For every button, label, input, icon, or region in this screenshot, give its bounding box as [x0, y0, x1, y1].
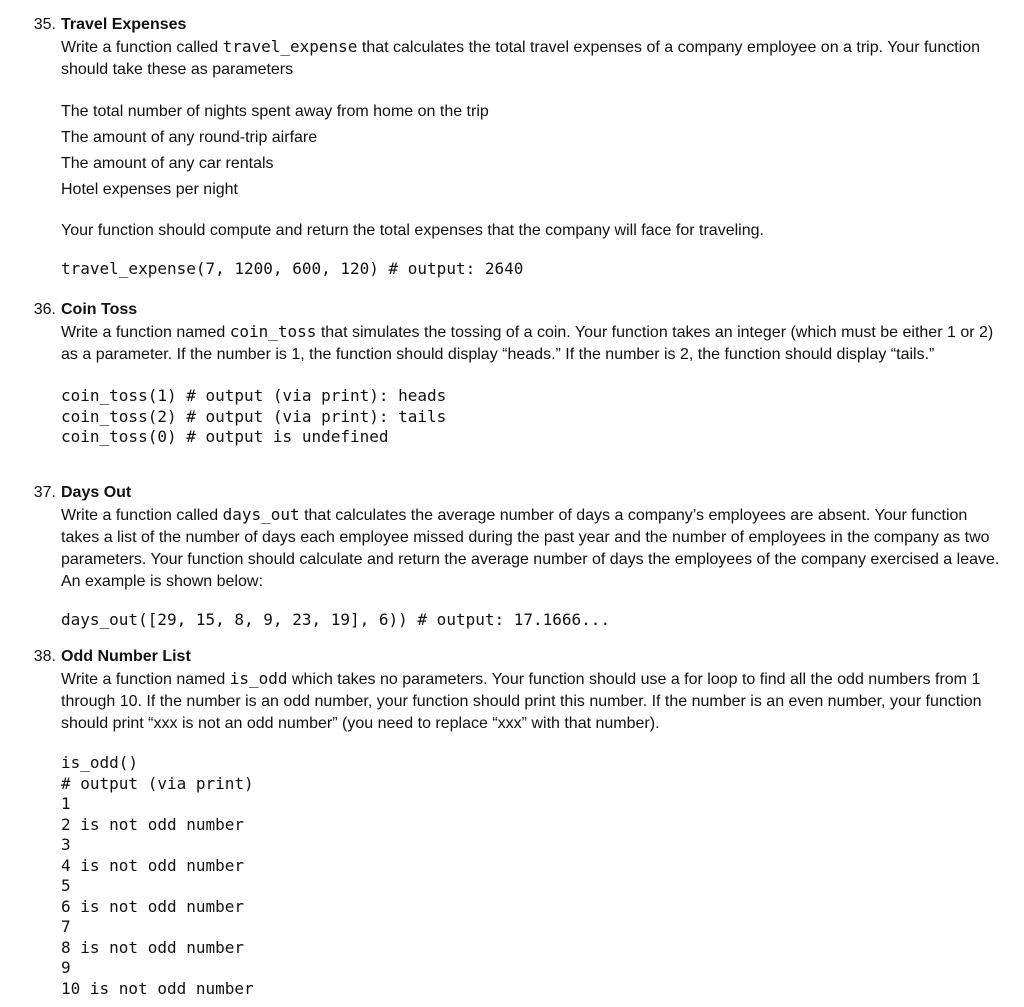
exercise-number: 36.	[33, 301, 56, 318]
description-suffix: that simulates the tossing of a coin. Your function takes an integer (which must be either 1 or 2) as a parameter. If the number is 1, the function should display “heads.” If the number is 2, the function should display “tails.”	[61, 324, 994, 363]
exercise-content	[61, 482, 1009, 631]
code-line: 8 is not odd number	[61, 937, 245, 957]
exercise-description	[61, 668, 1009, 735]
exercise-content	[61, 299, 1009, 448]
description-prefix: Write a function named	[61, 324, 230, 341]
exercise-content	[61, 646, 1009, 999]
parameter-item: The total number of nights spent away from home on the trip	[61, 103, 489, 120]
exercise-closing: Your function should compute and return the total expenses that the company will face for traveling.	[61, 222, 764, 239]
exercise-description	[61, 36, 1009, 81]
code-line: 3	[61, 835, 71, 854]
description-prefix: Write a function called	[61, 507, 223, 524]
description-prefix: Write a function named	[61, 671, 230, 688]
code-line: days_out([29, 15, 8, 9, 23, 19], 6)) # output: 17.1666...	[61, 610, 611, 629]
exercise-title: Coin Toss	[61, 301, 138, 318]
exercise-35	[24, 14, 1009, 280]
code-line: is_odd()	[61, 753, 139, 772]
code-line: 7	[61, 917, 71, 936]
code-line: 1	[61, 794, 71, 813]
exercise-number: 35.	[33, 16, 56, 33]
description-suffix: that calculates the total travel expenses of a company employee on a trip. Your function should take these as parameters	[61, 39, 981, 78]
function-name: coin_toss	[229, 322, 317, 341]
exercise-number: 38.	[33, 648, 56, 665]
function-name: is_odd	[229, 669, 288, 688]
code-example	[61, 610, 1009, 631]
function-name: travel_expense	[222, 37, 358, 56]
exercise-description	[61, 504, 1009, 593]
code-example	[61, 259, 1009, 280]
parameter-item: Hotel expenses per night	[61, 181, 238, 198]
exercise-title: Odd Number List	[61, 648, 191, 665]
code-line: 10 is not odd number	[61, 978, 254, 998]
code-line: travel_expense(7, 1200, 600, 120) # output: 2640	[61, 259, 524, 278]
code-line: 2 is not odd number	[61, 814, 245, 834]
exercise-content	[61, 14, 1009, 280]
description-prefix: Write a function called	[61, 39, 223, 56]
function-name: days_out	[222, 505, 300, 524]
code-line: coin_toss(0) # output is undefined	[61, 427, 389, 446]
parameter-item: The amount of any round-trip airfare	[61, 129, 318, 146]
code-line: 9	[61, 958, 71, 977]
code-example	[61, 753, 1009, 999]
exercise-37	[24, 482, 1009, 631]
code-line: coin_toss(2) # output (via print): tails	[61, 406, 447, 426]
exercise-38	[24, 646, 1009, 999]
code-line: # output (via print)	[61, 773, 254, 793]
code-example	[61, 386, 1009, 448]
parameter-item: The amount of any car rentals	[61, 155, 274, 172]
exercise-36	[24, 299, 1009, 448]
exercise-title: Travel Expenses	[61, 16, 187, 33]
exercise-number: 37.	[33, 484, 56, 501]
description-suffix: that calculates the average number of days a company’s employees are absent. Your function takes a list of the number of days each employee missed during the past year and the number of employees in the company as two parameters. Your function should calculate and return the average number of days the employees of the company exercised a leave. An example is shown below:	[61, 507, 1000, 590]
exercise-title: Days Out	[61, 484, 132, 501]
exercise-description	[61, 321, 1009, 366]
code-line: 6 is not odd number	[61, 896, 245, 916]
code-line: coin_toss(1) # output (via print): heads	[61, 386, 447, 405]
code-line: 5	[61, 876, 71, 895]
description-suffix: which takes no parameters. Your function should use a for loop to find all the odd numbers from 1 through 10. If the number is an odd number, your function should print this number. If the number is an even number, your function should print “xxx is not an odd number” (you need to replace “xxx” with that number).	[61, 671, 982, 732]
code-line: 4 is not odd number	[61, 855, 245, 875]
